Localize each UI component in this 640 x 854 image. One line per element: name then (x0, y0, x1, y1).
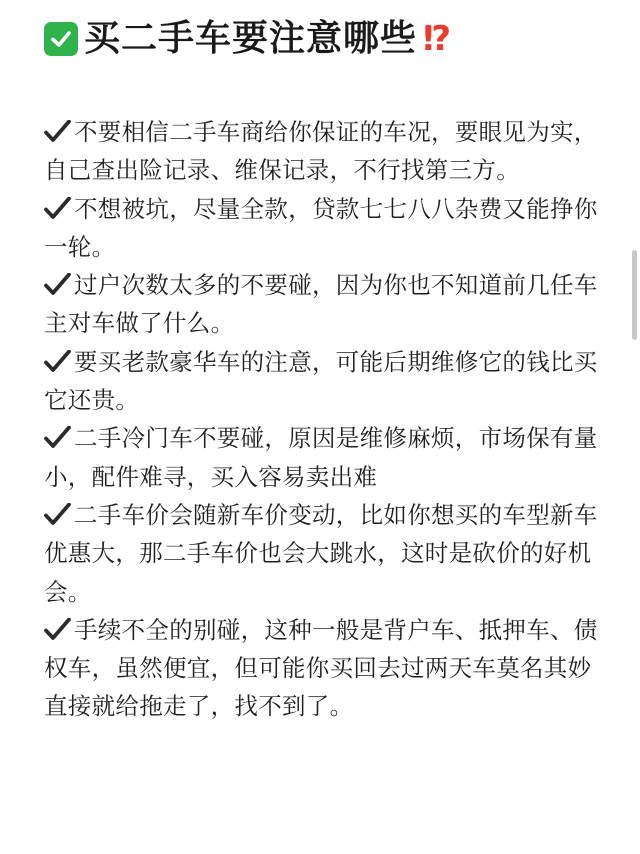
tip-item (44, 266, 604, 343)
tip-text: 不想被坑，尽量全款，贷款七七八八杂费又能挣你一轮。 (44, 194, 598, 261)
tick-icon (44, 273, 71, 295)
interrobang-icon: ⁉ (423, 19, 452, 59)
tick-icon (44, 350, 71, 372)
tick-icon (44, 426, 71, 448)
tick-icon (44, 618, 71, 640)
title-row (44, 12, 451, 66)
tip-text: 二手冷门车不要碰，原因是维修麻烦，市场保有量小，配件难寻，买入容易卖出难 (44, 424, 598, 491)
scrollbar-thumb[interactable] (632, 250, 637, 340)
tip-item (44, 496, 604, 611)
tip-item (44, 419, 604, 496)
tip-text: 过户次数太多的不要碰，因为你也不知道前几任车主对车做了什么。 (44, 271, 598, 338)
tip-item (44, 190, 604, 267)
scrollbar[interactable] (632, 0, 637, 854)
tick-icon (44, 503, 71, 525)
tick-icon (44, 120, 71, 142)
tip-item (44, 611, 604, 726)
tip-text: 不要相信二手车商给你保证的车况，要眼见为实，自己查出险记录、维保记录，不行找第三方。 (44, 118, 598, 185)
page-title: 买二手车要注意哪些 (84, 18, 418, 59)
check-box-icon (44, 22, 78, 56)
tip-text: 手续不全的别碰，这种一般是背户车、抵押车、债权车，虽然便宜，但可能你买回去过两天车莫名其妙直接就给拖走了，找不到了。 (44, 615, 598, 721)
tip-item (44, 113, 604, 190)
tip-text: 二手车价会随新车价变动，比如你想买的车型新车优惠大，那二手车价也会大跳水，这时是砍价的好机会。 (44, 500, 598, 606)
tip-item (44, 343, 604, 420)
tips-list (44, 113, 604, 726)
tick-icon (44, 197, 71, 219)
tip-text: 要买老款豪华车的注意，可能后期维修它的钱比买它还贵。 (44, 347, 598, 415)
